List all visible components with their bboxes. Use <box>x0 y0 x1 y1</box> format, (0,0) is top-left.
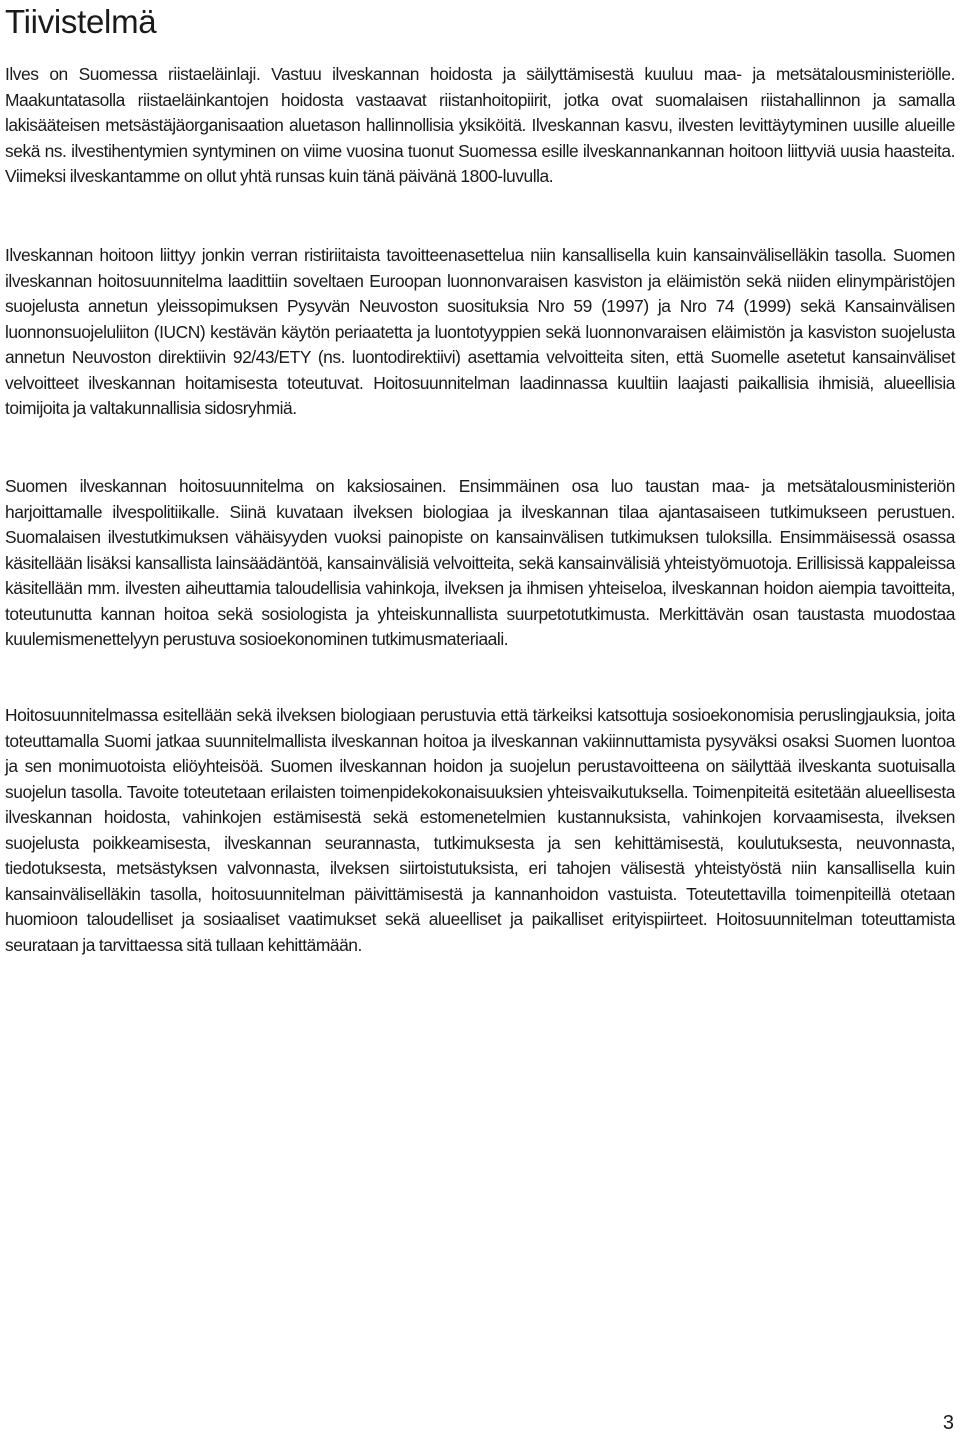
page-number: 3 <box>942 1412 954 1434</box>
paragraph-1: Ilves on Suomessa riistaeläinlaji. Vastuu ilveskannan hoidosta ja säilyttämisestä kuuluu maa- ja metsätalousministeriölle. Maakuntatasolla riistaeläinkantojen hoidosta vastaavat riistanhoitopiirit, jotka ovat suomalaisen riistahallinnon ja samalla lakisääteisen metsästäjäorganisaation aluetason hallinnollisia yksiköitä. Ilveskannan kasvu, ilvesten levittäytyminen uusille alueille sekä ns. ilvestihentymien syntyminen on viime vuosina tuonut Suomessa esille ilveskannankannan hoitoon liittyviä uusia haasteita. Viimeksi ilveskantamme on ollut yhtä runsas kuin tänä päivänä 1800-luvulla. <box>5 64 955 186</box>
paragraph-2: Ilveskannan hoitoon liittyy jonkin verran ristiriitaista tavoitteenasettelua niin kansallisella kuin kansainväliselläkin tasolla. Suomen ilveskannan hoitosuunnitelma laadittiin soveltaen Euroopan luonnonvaraisen kasviston ja eläimistön sekä niiden elinympäristöjen suojelusta annetun yleissopimuksen Pysyvän Neuvoston suosituksia Nro 59 (1997) ja Nro 74 (1999) sekä Kansainvälisen luonnonsuojeluliiton (IUCN) kestävän käytön periaatetta ja luontotyyppien sekä luonnonvaraisen eläimistön ja kasviston suojelusta annetun Neuvoston direktiivin 92/43/ETY (ns. luontodirektiivi) asettamia velvoitteita siten, että Suomelle asetetut kansainväliset velvoitteet ilveskannan hoitamisesta toteutuvat. Hoitosuunnitelman laadinnassa kuultiin laajasti paikallisia ihmisiä, alueellisia toimijoita ja valtakunnallisia sidosryhmiä. <box>5 245 955 418</box>
paragraph-3: Suomen ilveskannan hoitosuunnitelma on kaksiosainen. Ensimmäinen osa luo taustan maa- ja metsätalousministeriön harjoittamalle ilvespolitiikalle. Siinä kuvataan ilveksen biologiaa ja ilveskannan tilaa ajantasaiseen tutkimukseen perustuen. Suomalaisen ilvestutkimuksen vähäisyyden vuoksi painopiste on kansainvälisen tutkimuksen tuloksilla. Ensimmäisessä osassa käsitellään lisäksi kansallista lainsäädäntöä, kansainvälisiä velvoitteita, sekä kansainvälisiä yhteistyömuotoja. Erillisissä kappaleissa käsitellään mm. ilvesten aiheuttamia taloudellisia vahinkoja, ilveksen ja ihmisen yhteiseloa, ilveskannan hoidon aiempia tavoitteita, toteutunutta kannan hoitoa sekä sosiologista ja yhteiskunnallista suurpetotutkimusta. Merkittävän osan taustasta muodostaa kuulemismenettelyyn perustuva sosioekonominen tutkimusmateriaali. <box>5 476 955 649</box>
paragraph-4: Hoitosuunnitelmassa esitellään sekä ilveksen biologiaan perustuvia että tärkeiksi katsottuja sosioekonomisia peruslingjauksia, joita toteuttamalla Suomi jatkaa suunnitelmallista ilveskannan hoitoa ja ilveskannan vakiinnuttamista pysyväksi osaksi Suomen luontoa ja sen monimuotoista eliöyhteisöä. Suomen ilveskannan hoidon ja suojelun perustavoitteena on säilyttää ilveskanta suotuisalla suojelun tasolla. Tavoite toteutetaan erilaisten toimenpidekokonaisuuksien yhteisvaikutuksella. Toimenpiteitä esitetään alueellisesta ilveskannan hoidosta, vahinkojen estämisestä sekä estomenetelmien kustannuksista, vahinkojen korvaamisesta, ilveksen suojelusta poikkeamisesta, ilveskannan seurannasta, tutkimuksesta ja sen kehittämisestä, koulutuksesta, neuvonnasta, tiedotuksesta, metsästyksen valvonnasta, ilveksen siirtoistutuksista, eri tahojen välisestä yhteistyöstä niin kansallisella kuin kansainväliselläkin tasolla, hoitosuunnitelman päivittämisestä ja kannanhoidon vastuista. Toteutettavilla toimenpiteillä otetaan huomioon taloudelliset ja sosiaaliset vaatimukset sekä alueelliset ja paikalliset erityispiirteet. Hoitosuunnitelman toteuttamista seurataan ja tarvittaessa sitä tullaan kehittämään. <box>5 705 955 955</box>
page-title: Tiivistelmä <box>5 3 157 40</box>
